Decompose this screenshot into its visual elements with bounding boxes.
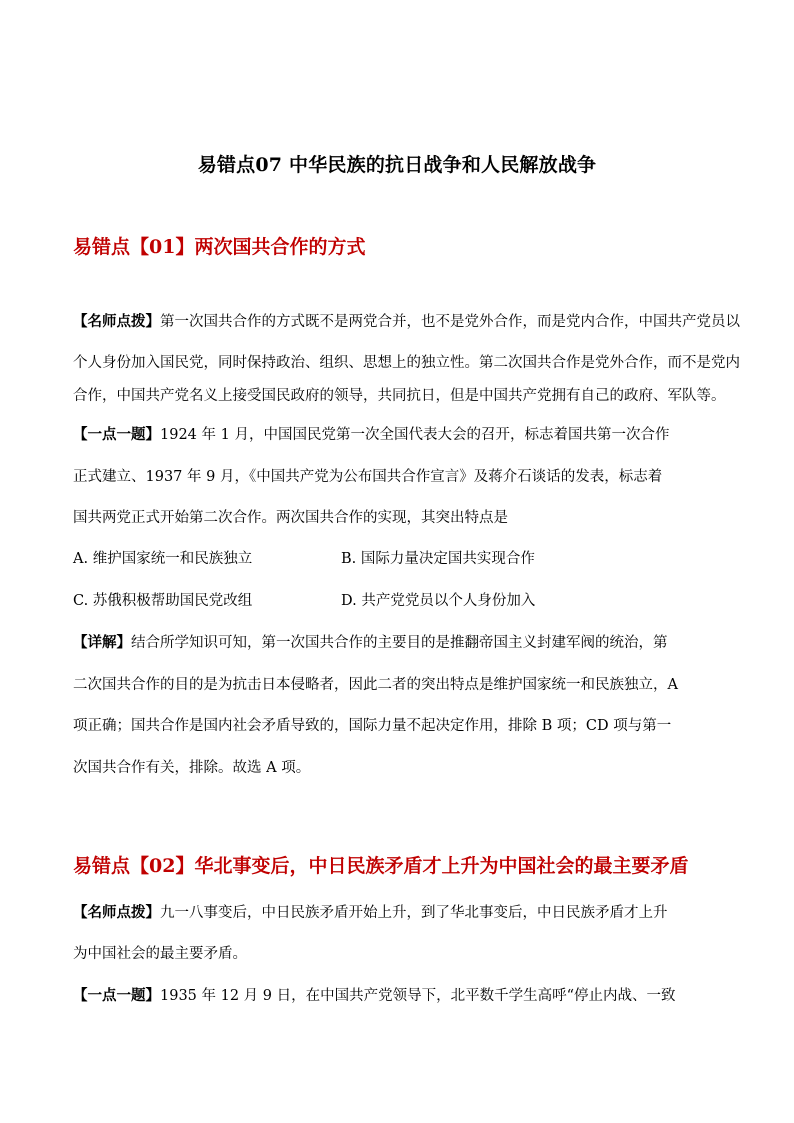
section-1-answer-line-4: 次国共合作有关，排除。故选 A 项。: [73, 760, 311, 776]
answer-label: 【详解】: [73, 634, 131, 651]
section-1-question-line-3: 国共两党正式开始第二次合作。两次国共合作的实现，其突出特点是: [73, 510, 508, 526]
tip-label: 【名师点拨】: [73, 904, 160, 921]
section-1-question-line-2: 正式建立、1937 年 9 月，《中国共产党为公布国共合作宣言》及蒋介石谈话的发表，标志着: [73, 469, 663, 485]
tip-text: 第一次国共合作的方式既不是两党合并，也不是党外合作，而是党内合作，中国共产党员以: [160, 314, 740, 330]
option-b: B. 国际力量决定国共实现合作: [341, 551, 535, 567]
section-1-tip-line-2: 个人身份加入国民党，同时保持政治、组织、思想上的独立性。第二次国共合作是党外合作，而不是党内: [73, 355, 740, 371]
question-text: 1935 年 12 月 9 日，在中国共产党领导下，北平数千学生高呼“停止内战、一致: [160, 988, 676, 1004]
section-2-question-line-1: [73, 986, 676, 1006]
answer-text: 结合所学知识可知，第一次国共合作的主要目的是推翻帝国主义封建军阀的统治，第: [131, 635, 668, 651]
section-1-heading: 易错点【01】两次国共合作的方式: [73, 236, 366, 258]
option-d: D. 共产党党员以个人身份加入: [341, 593, 536, 609]
option-c: C. 苏俄积极帮助国民党改组: [73, 593, 253, 609]
question-label: 【一点一题】: [73, 426, 160, 443]
tip-text: 九一八事变后，中日民族矛盾开始上升，到了华北事变后，中日民族矛盾才上升: [160, 905, 668, 921]
section-1-tip-line-3: 合作，中国共产党名义上接受国民政府的领导，共同抗日，但是中国共产党拥有自己的政府、军队等。: [73, 388, 726, 404]
question-text: 1924 年 1 月，中国国民党第一次全国代表大会的召开，标志着国共第一次合作: [160, 427, 670, 443]
section-1-answer-line-1: [73, 633, 668, 653]
section-1-answer-line-3: 项正确；国共合作是国内社会矛盾导致的，国际力量不起决定作用，排除 B 项；CD 项与第一: [73, 718, 672, 734]
section-1-question-line-1: [73, 425, 669, 445]
question-label: 【一点一题】: [73, 987, 160, 1004]
option-a: A. 维护国家统一和民族独立: [73, 551, 253, 567]
section-2-heading: 易错点【02】华北事变后，中日民族矛盾才上升为中国社会的最主要矛盾: [73, 855, 689, 877]
section-2-tip-line-2: 为中国社会的最主要矛盾。: [73, 946, 247, 962]
tip-label: 【名师点拨】: [73, 313, 160, 330]
document-title: 易错点07 中华民族的抗日战争和人民解放战争: [197, 154, 597, 176]
section-2-tip-line-1: [73, 903, 668, 923]
section-1-tip-line-1: [73, 312, 740, 332]
section-1-answer-line-2: 二次国共合作的目的是为抗击日本侵略者，因此二者的突出特点是维护国家统一和民族独立，A: [73, 677, 678, 693]
